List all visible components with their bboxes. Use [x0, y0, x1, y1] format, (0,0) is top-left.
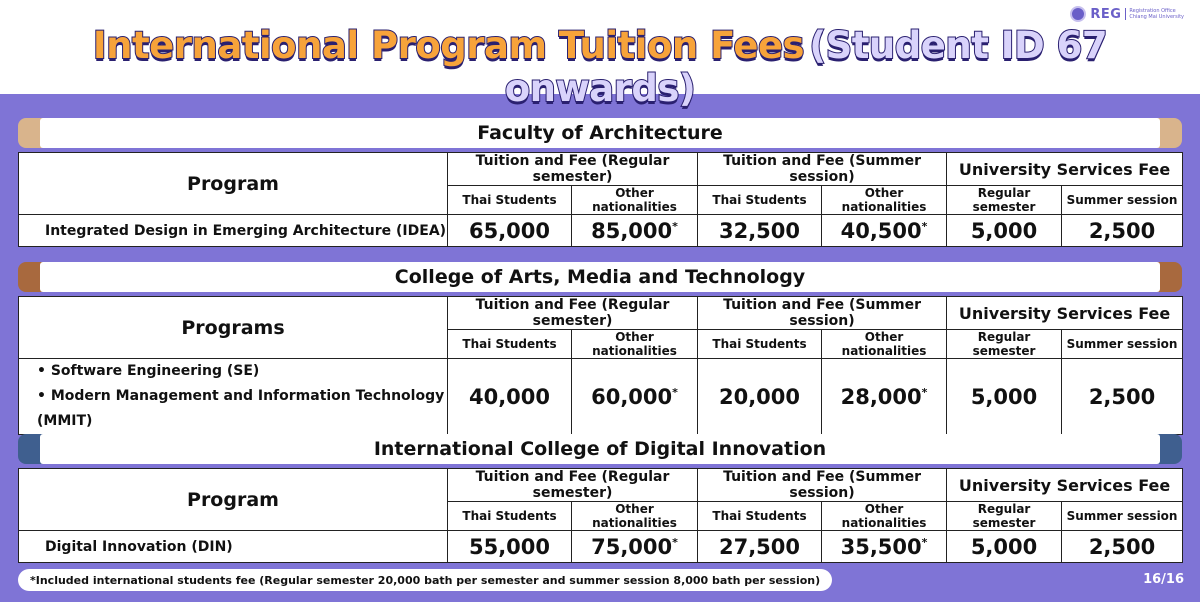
section-header: [18, 434, 1182, 464]
other-summer-fee: 35,500*: [822, 531, 947, 563]
regular-semester-header: Regular semester: [947, 502, 1062, 531]
section-title: College of Arts, Media and Technology: [40, 262, 1160, 292]
fee-table: [18, 468, 1183, 563]
thai-summer-fee: 32,500: [698, 215, 822, 247]
reg-logo-icon: [1070, 6, 1086, 22]
other-summer-fee: 40,500*: [822, 215, 947, 247]
other-summer-fee: 28,000*: [822, 359, 947, 435]
regular-semester-header: Regular semester: [947, 330, 1062, 359]
service-summer-fee: 2,500: [1062, 215, 1183, 247]
thai-students-header: Thai Students: [698, 330, 822, 359]
service-regular-fee: 5,000: [947, 359, 1062, 435]
other-regular-fee: 60,000*: [572, 359, 698, 435]
programs-header: Programs: [19, 297, 448, 359]
tuition-summer-header: Tuition and Fee (Summer session): [698, 469, 947, 502]
fee-table: [18, 152, 1183, 247]
program-item-mmit: • Modern Management and Information Technology (MMIT): [37, 388, 445, 429]
program-list: [19, 359, 448, 435]
thai-summer-fee: 27,500: [698, 531, 822, 563]
thai-summer-fee: 20,000: [698, 359, 822, 435]
other-nationalities-header: Other nationalities: [572, 330, 698, 359]
program-header: Program: [19, 469, 448, 531]
page-title: [0, 24, 1200, 110]
services-fee-header: University Services Fee: [947, 153, 1183, 186]
section-title: International College of Digital Innovation: [40, 434, 1160, 464]
logo-name: REG: [1090, 6, 1122, 22]
thai-students-header: Thai Students: [448, 186, 572, 215]
section-header: [18, 118, 1182, 148]
thai-students-header: Thai Students: [448, 330, 572, 359]
table-row: [19, 359, 1183, 435]
thai-regular-fee: 40,000: [448, 359, 572, 435]
thai-regular-fee: 55,000: [448, 531, 572, 563]
footnote: *Included international students fee (Regular semester 20,000 bath per semester and summer session 8,000 bath per session): [18, 569, 832, 591]
thai-students-header: Thai Students: [698, 186, 822, 215]
tuition-regular-header: Tuition and Fee (Regular semester): [448, 153, 698, 186]
thai-students-header: Thai Students: [448, 502, 572, 531]
section-architecture: [18, 118, 1182, 247]
service-regular-fee: 5,000: [947, 215, 1062, 247]
regular-semester-header: Regular semester: [947, 186, 1062, 215]
logo-sub-line-2: Chiang Mai University: [1129, 14, 1184, 20]
thai-students-header: Thai Students: [698, 502, 822, 531]
section-title: Faculty of Architecture: [40, 118, 1160, 148]
tuition-regular-header: Tuition and Fee (Regular semester): [448, 297, 698, 330]
title-main: International Program Tuition Fees: [92, 24, 805, 67]
other-nationalities-header: Other nationalities: [822, 330, 947, 359]
thai-regular-fee: 65,000: [448, 215, 572, 247]
program-item-se: • Software Engineering (SE): [37, 363, 260, 379]
tuition-regular-header: Tuition and Fee (Regular semester): [448, 469, 698, 502]
other-regular-fee: 85,000*: [572, 215, 698, 247]
other-nationalities-header: Other nationalities: [822, 186, 947, 215]
section-camt: [18, 262, 1182, 435]
tuition-summer-header: Tuition and Fee (Summer session): [698, 153, 947, 186]
program-name: Digital Innovation (DIN): [19, 531, 448, 563]
table-row: [19, 215, 1183, 247]
tuition-summer-header: Tuition and Fee (Summer session): [698, 297, 947, 330]
title-sub: (Student ID 67 onwards): [504, 24, 1108, 110]
other-nationalities-header: Other nationalities: [572, 502, 698, 531]
service-regular-fee: 5,000: [947, 531, 1062, 563]
summer-session-header: Summer session: [1062, 502, 1183, 531]
reg-logo: [1070, 6, 1184, 22]
services-fee-header: University Services Fee: [947, 297, 1183, 330]
logo-subtitle: [1125, 8, 1184, 20]
summer-session-header: Summer session: [1062, 186, 1183, 215]
service-summer-fee: 2,500: [1062, 531, 1183, 563]
fee-table: [18, 296, 1183, 435]
other-nationalities-header: Other nationalities: [822, 502, 947, 531]
program-name: Integrated Design in Emerging Architecture (IDEA): [19, 215, 448, 247]
other-regular-fee: 75,000*: [572, 531, 698, 563]
service-summer-fee: 2,500: [1062, 359, 1183, 435]
services-fee-header: University Services Fee: [947, 469, 1183, 502]
logo-sub-line-1: Registration Office: [1129, 8, 1176, 14]
section-cmu-icdi: [18, 434, 1182, 563]
summer-session-header: Summer session: [1062, 330, 1183, 359]
program-header: Program: [19, 153, 448, 215]
page-number: 16/16: [1143, 572, 1184, 587]
table-row: [19, 531, 1183, 563]
section-header: [18, 262, 1182, 292]
other-nationalities-header: Other nationalities: [572, 186, 698, 215]
